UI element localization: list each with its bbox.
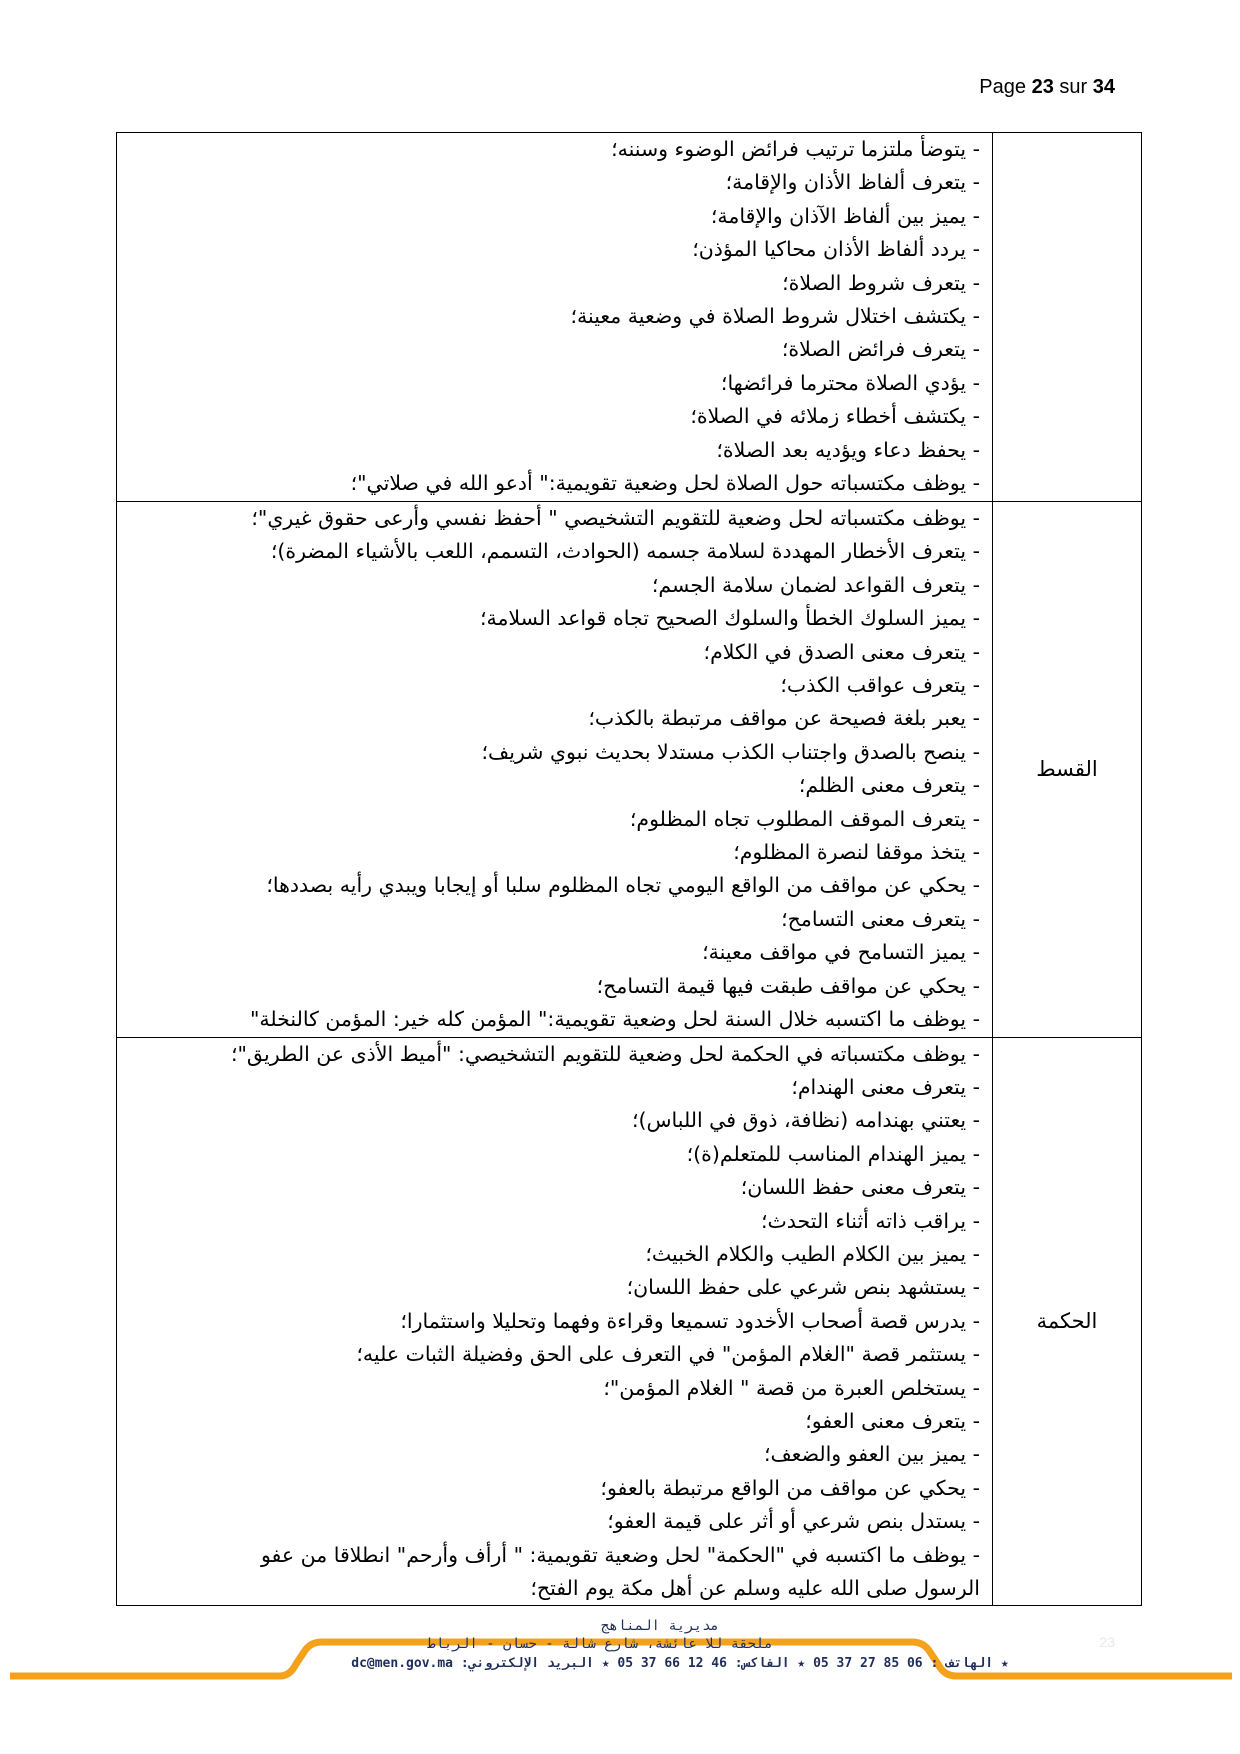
email-label: البريد الإلكتروني: (460, 1656, 594, 1671)
competencies-table (116, 132, 1142, 1606)
items-cell (117, 133, 993, 502)
objective-item: - يتعرف القواعد لضمان سلامة الجسم؛ (125, 569, 980, 602)
footer-address: ملحقة للا عائشة، شارع شالة - حسان - الرباط (427, 1636, 773, 1652)
fax-number: 05 37 66 12 46 (617, 1656, 727, 1671)
star-icon: ★ (797, 1656, 806, 1671)
phone-label: الهاتف : (930, 1656, 994, 1671)
phone-number: 05 37 27 85 06 (813, 1656, 923, 1671)
items-cell (117, 502, 993, 1038)
objective-item: - يتعرف معنى الصدق في الكلام؛ (125, 636, 980, 669)
footer-contact (60, 1656, 1240, 1671)
objective-item: - يتعرف معنى الظلم؛ (125, 769, 980, 802)
objective-item: - يؤدي الصلاة محترما فرائضها؛ (125, 367, 980, 400)
objective-item: - يستشهد بنص شرعي على حفظ اللسان؛ (125, 1271, 980, 1304)
objective-item: - يتعرف فرائض الصلاة؛ (125, 333, 980, 366)
objective-item: - يتعرف معنى التسامح؛ (125, 903, 980, 936)
objective-item: - يتعرف معنى حفظ اللسان؛ (125, 1171, 980, 1204)
objective-item: - يتخذ موقفا لنصرة المظلوم؛ (125, 836, 980, 869)
page-footer (0, 1598, 1240, 1754)
objective-item: - يميز بين الكلام الطيب والكلام الخبيث؛ (125, 1238, 980, 1271)
objective-item: - يتوضأ ملتزما ترتيب فرائض الوضوء وسننه؛ (125, 133, 980, 166)
objective-item: - يوظف ما اكتسبه خلال السنة لحل وضعية تقويمية:" المؤمن كله خير: المؤمن كالنخلة" (125, 1003, 980, 1036)
value-cell-hikma: الحكمة (993, 1037, 1142, 1606)
objective-item: - يميز التسامح في مواقف معينة؛ (125, 936, 980, 969)
objective-item: - يحكي عن مواقف من الواقع اليومي تجاه المظلوم سلبا أو إيجابا ويبدي رأيه بصددها؛ (125, 869, 980, 902)
table-row (117, 133, 1142, 502)
objective-item: - يتعرف الموقف المطلوب تجاه المظلوم؛ (125, 803, 980, 836)
star-icon: ★ (601, 1656, 610, 1671)
value-cell-qist: القسط (993, 502, 1142, 1038)
objectives-list (125, 133, 980, 500)
objective-item: - يستدل بنص شرعي أو أثر على قيمة العفو؛ (125, 1505, 980, 1538)
items-cell (117, 1037, 993, 1606)
objective-item: - يكتشف أخطاء زملائه في الصلاة؛ (125, 400, 980, 433)
objective-item: - يميز بين العفو والضعف؛ (125, 1438, 980, 1471)
email-link[interactable]: dc@men.gov.ma (351, 1656, 453, 1671)
objective-item: - يتعرف ألفاظ الأذان والإقامة؛ (125, 166, 980, 199)
value-cell (993, 133, 1142, 502)
objective-item: - يدرس قصة أصحاب الأخدود تسميعا وقراءة وفهما وتحليلا واستثمارا؛ (125, 1305, 980, 1338)
star-icon: ★ (1000, 1656, 1009, 1671)
page-number: Page 23 sur 34 (979, 76, 1115, 98)
objectives-list (125, 1038, 980, 1573)
objective-item: - يميز بين ألفاظ الآذان والإقامة؛ (125, 200, 980, 233)
objective-item: - ينصح بالصدق واجتناب الكذب مستدلا بحديث نبوي شريف؛ (125, 736, 980, 769)
objective-item: - يوظف مكتسباته في الحكمة لحل وضعية للتقويم التشخيصي: "أميط الأذى عن الطريق"؛ (125, 1038, 980, 1071)
objective-item: - يعبر بلغة فصيحة عن مواقف مرتبطة بالكذب؛ (125, 702, 980, 735)
objective-item: - يتعرف معنى العفو؛ (125, 1405, 980, 1438)
objective-item: - يتعرف شروط الصلاة؛ (125, 267, 980, 300)
objective-item: - يحفظ دعاء ويؤديه بعد الصلاة؛ (125, 434, 980, 467)
objective-item: - يحكي عن مواقف من الواقع مرتبطة بالعفو؛ (125, 1472, 980, 1505)
objective-item: - يميز الهندام المناسب للمتعلم(ة)؛ (125, 1138, 980, 1171)
objective-item: - يحكي عن مواقف طبقت فيها قيمة التسامح؛ (125, 970, 980, 1003)
objective-item: - يعتني بهندامه (نظافة، ذوق في اللباس)؛ (125, 1104, 980, 1137)
objective-item: - يستخلص العبرة من قصة " الغلام المؤمن"؛ (125, 1372, 980, 1405)
objective-item: - يوظف مكتسباته حول الصلاة لحل وضعية تقويمية:" أدعو الله في صلاتي"؛ (125, 467, 980, 500)
footer-directorate: مديرية المناهج (600, 1618, 719, 1634)
objectives-list (125, 502, 980, 1037)
objective-continuation: الرسول صلى الله عليه وسلم عن أهل مكة يوم الفتح؛ (530, 1576, 980, 1600)
table-row (117, 1037, 1142, 1606)
objective-item: - يردد ألفاظ الأذان محاكيا المؤذن؛ (125, 233, 980, 266)
table-row (117, 502, 1142, 1038)
objective-item: - يستثمر قصة "الغلام المؤمن" في التعرف على الحق وفضيلة الثبات عليه؛ (125, 1338, 980, 1371)
objective-item: - يتعرف عواقب الكذب؛ (125, 669, 980, 702)
objective-item: - يتعرف معنى الهندام؛ (125, 1071, 980, 1104)
fax-label: الفاكس: (734, 1656, 790, 1671)
objective-item: - يميز السلوك الخطأ والسلوك الصحيح تجاه قواعد السلامة؛ (125, 602, 980, 635)
objective-item: - يوظف ما اكتسبه في "الحكمة" لحل وضعية تقويمية: " أرأف وأرحم" انطلاقا من عفو (125, 1539, 980, 1572)
objective-item: - يكتشف اختلال شروط الصلاة في وضعية معينة؛ (125, 300, 980, 333)
objective-item: - يراقب ذاته أثناء التحدث؛ (125, 1205, 980, 1238)
objective-item: - يتعرف الأخطار المهددة لسلامة جسمه (الحوادث، التسمم، اللعب بالأشياء المضرة)؛ (125, 535, 980, 568)
footer-watermark-number: 23 (1099, 1634, 1115, 1650)
objective-item: - يوظف مكتسباته لحل وضعية للتقويم التشخيصي " أحفظ نفسي وأرعى حقوق غيري"؛ (125, 502, 980, 535)
